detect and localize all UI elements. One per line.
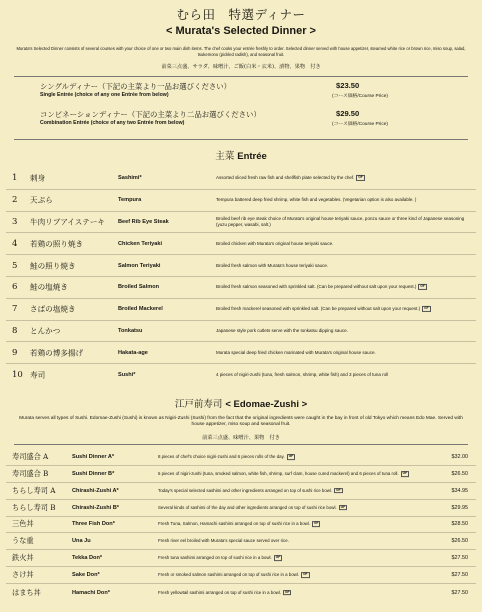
- entree-description-text: Tempura battered deep fried shrimp, white fish and vegetables. (Vegetarian option is also available. ): [216, 197, 417, 203]
- entree-description-text: Murata special deep fried chicken marinated with Murata's original house sauce.: [216, 349, 376, 355]
- sushi-name-jp: うな重: [12, 536, 34, 546]
- sushi-row: [6, 567, 476, 584]
- sushi-price: $26.50: [451, 538, 468, 545]
- sushi-name-jp: 三色丼: [12, 519, 34, 529]
- sushi-title-en: < Edomae-Zushi >: [225, 398, 308, 410]
- gluten-free-badge: GF: [314, 521, 319, 526]
- entree-description: [216, 263, 472, 269]
- entree-name-jp: 寿司: [30, 370, 46, 380]
- sushi-description-text: Fresh river eel broiled with Murata's special sauce served over rice.: [158, 538, 289, 544]
- sushi-description-text: Today's special selected sashimi and other ingredients arranged on top of sushi rice bowl.: [158, 487, 333, 493]
- divider: [14, 444, 468, 445]
- sushi-price: $27.50: [451, 572, 468, 579]
- sushi-section-title: [6, 396, 476, 410]
- entree-row: [6, 364, 476, 386]
- sushi-description: [158, 505, 418, 511]
- entree-description: [216, 328, 472, 334]
- dinner-name-en: Combination Entrée (choice of any two Entrée from below): [40, 120, 185, 126]
- entree-number: 8: [12, 325, 18, 336]
- entree-name-en: Broiled Mackerel: [118, 306, 163, 313]
- sushi-description-text: Fresh yellowtail sashimi arranged on top of sushi rice in a bowl.: [158, 589, 281, 595]
- entree-name-en: Beef Rib Eye Steak: [118, 218, 169, 225]
- sushi-description: [158, 488, 418, 494]
- sushi-name-en: Sushi Dinner B*: [72, 470, 115, 477]
- sushi-description-text: Fresh tuna sashimi arranged on top of sushi rice in a bowl.: [158, 555, 272, 561]
- menu-title-en: < Murata's Selected Dinner >: [166, 25, 316, 37]
- sushi-description: [158, 590, 418, 596]
- entree-description-text: Japanese style pork cutlets serve with the tonkatsu dipping sauce.: [216, 327, 348, 333]
- sushi-name-jp: さけ丼: [12, 570, 34, 580]
- entree-name-en: Sashimi*: [118, 175, 142, 182]
- sushi-name-en: Chirashi-Zushi B*: [72, 504, 119, 511]
- dinner-price: $23.50: [336, 81, 360, 90]
- entree-description: [216, 216, 472, 228]
- entree-name-jp: 若鶏の照り焼き: [30, 239, 84, 249]
- sushi-name-jp: はまち丼: [12, 587, 41, 597]
- sushi-row: [6, 533, 476, 550]
- entree-name-en: Tonkatsu: [118, 327, 143, 334]
- entree-number: 9: [12, 347, 18, 358]
- entree-name-en: Tempura: [118, 197, 142, 204]
- sushi-row: [6, 500, 476, 517]
- sushi-intro: Murata serves all types of Sushi. Edomae-Zushi (Sushi) is known as Nigiri-Zushi (Sushi) from the fact that the original ingredients were caught in the bay in front of old Tokyo which means Edo Mae. Served with house appetizer, miso soup and seasonal fruit.: [19, 415, 463, 427]
- gluten-free-badge: GF: [340, 504, 346, 509]
- sushi-name-en: Sake Don*: [72, 572, 100, 579]
- sushi-title-jp: 江戸前寿司: [174, 398, 223, 410]
- sushi-price: $27.50: [451, 555, 468, 562]
- dinner-name-jp: コンビネーションディナー（下記の主菜より二品お選びください）: [40, 110, 261, 119]
- sushi-row: [6, 584, 476, 601]
- entree-description: [216, 284, 472, 290]
- sushi-name-en: Tekka Don*: [72, 555, 103, 562]
- dinner-price: $29.50: [336, 109, 360, 118]
- gluten-free-badge: GF: [275, 555, 281, 560]
- gluten-free-badge: GF: [336, 487, 341, 492]
- entree-name-en: Sushi*: [118, 372, 136, 379]
- sushi-list: [6, 449, 476, 601]
- dinner-name-jp: シングルディナー（下記の主菜より一品お選びください）: [40, 82, 232, 91]
- sushi-description: [158, 522, 418, 528]
- sushi-price: $26.50: [451, 470, 468, 477]
- entree-description-text: Broiled fresh salmon with Murata's house teriyaki sauce.: [216, 262, 329, 268]
- entree-list: [6, 168, 476, 386]
- entree-name-en: Salmon Teriyaki: [118, 262, 161, 269]
- entree-description-text: Broiled fresh mackerel seasoned with sprinkled salt. (Can be prepared without salt upon your request.): [216, 306, 421, 312]
- entree-row: [6, 321, 476, 343]
- gluten-free-badge: GF: [285, 589, 290, 594]
- gluten-free-badge: GF: [424, 306, 429, 311]
- entree-name-jp: とんかつ: [30, 326, 61, 336]
- entree-description-text: 4 pieces of nigiri-zushi (tuna, fresh salmon, shrimp, white fish) and 3 pieces of tuna roll: [216, 372, 389, 378]
- sushi-description: [158, 555, 418, 561]
- sushi-row: [6, 483, 476, 500]
- menu-includes: 前菜三点盛、サラダ、味噌汁、ご飯(白米・玄米)、漬物、果物 付き: [161, 64, 321, 70]
- sushi-name-jp: 寿司盛合 A: [12, 451, 49, 461]
- entree-number: 1: [12, 173, 18, 184]
- sushi-name-en: Three Fish Don*: [72, 521, 115, 528]
- sushi-price: $34.95: [451, 487, 468, 494]
- sushi-row: [6, 517, 476, 534]
- sushi-price: $28.50: [451, 521, 468, 528]
- entree-description: [216, 306, 472, 312]
- sushi-description-text: Several kinds of sashimi of the day and other ingredients arranged on top of sushi rice bowl.: [158, 504, 337, 510]
- entree-name-en: Broiled Salmon: [118, 284, 160, 291]
- entree-name-jp: さばの塩焼き: [30, 304, 76, 314]
- entree-row: [6, 277, 476, 299]
- menu-intro: Murata's Selected Dinner consists of several courses with your choice of one or two main dish items. The chef cooks your entrée freshly to order. Selected dinner served with house appetizer, steamed white rice or brown rice, miso soup, salad, tsukemono (pickled radish), and seasonal fruit.: [16, 46, 466, 57]
- sushi-row: [6, 550, 476, 567]
- entree-row: [6, 212, 476, 234]
- sushi-description: [158, 454, 418, 460]
- dinner-price-note: (コース価格/Course Price): [332, 94, 388, 99]
- entree-row: [6, 233, 476, 255]
- entree-row: [6, 342, 476, 364]
- sushi-description: [158, 539, 418, 545]
- dinner-option-single: [6, 81, 476, 105]
- entree-name-jp: 若鶏の博多揚げ: [30, 348, 84, 358]
- sushi-name-en: Una Ju: [72, 538, 91, 545]
- sushi-name-en: Sushi Dinner A*: [72, 453, 115, 460]
- entree-description: [216, 350, 472, 356]
- sushi-price: $29.95: [451, 504, 468, 511]
- entree-title-jp: 主菜: [215, 151, 235, 162]
- gluten-free-badge: GF: [420, 284, 425, 289]
- menu-title-jp: むら田 特選ディナー: [176, 7, 306, 22]
- entree-number: 5: [12, 260, 18, 271]
- sushi-description-text: 8 pieces of chef's choice nigiri-zushi and 6 pieces rolls of the day.: [158, 454, 285, 460]
- entree-name-jp: 牛肉リブアイステーキ: [30, 217, 106, 227]
- entree-name-jp: 天ぷら: [30, 195, 53, 205]
- gluten-free-badge: GF: [303, 572, 308, 577]
- sushi-price: $32.00: [451, 453, 468, 460]
- gluten-free-badge: GF: [358, 175, 363, 180]
- entree-title-en: Entrée: [237, 151, 267, 162]
- sushi-name-jp: ちらし寿司 B: [12, 502, 56, 512]
- entree-description-text: Assorted sliced fresh raw fish and shellfish plate selected by the chef.: [216, 175, 355, 181]
- sushi-description: [158, 572, 418, 578]
- divider: [14, 139, 468, 140]
- sushi-row: [6, 449, 476, 466]
- gluten-free-badge: GF: [288, 454, 294, 459]
- entree-row: [6, 190, 476, 212]
- entree-number: 7: [12, 304, 18, 315]
- entree-name-en: Chicken Teriyaki: [118, 240, 163, 247]
- sushi-name-jp: 鉄火丼: [12, 553, 34, 563]
- entree-row: [6, 299, 476, 321]
- divider: [14, 76, 468, 77]
- sushi-includes: 前菜三点盛、味噌汁、果物 付き: [202, 434, 280, 441]
- sushi-description: [158, 471, 418, 477]
- sushi-name-en: Chirashi-Zushi A*: [72, 487, 119, 494]
- sushi-name-jp: ちらし寿司 A: [12, 485, 56, 495]
- entree-number: 6: [12, 282, 18, 293]
- sushi-price: $27.50: [451, 589, 468, 596]
- sushi-description-text: Fresh Tuna, Salmon, Hamachi sashimi arranged on top of sushi rice in a bowl.: [158, 521, 311, 527]
- entree-number: 4: [12, 238, 18, 249]
- sushi-row: [6, 466, 476, 483]
- dinner-option-combination: [6, 109, 476, 133]
- entree-row: [6, 255, 476, 277]
- entree-description: [216, 241, 472, 247]
- dinner-price-note: (コース価格/Course Price): [332, 122, 388, 127]
- entree-name-jp: 鮭の塩焼き: [30, 282, 68, 292]
- entree-name-en: Hakata-age: [118, 349, 148, 356]
- entree-section-title: [6, 148, 476, 162]
- entree-row: [6, 168, 476, 190]
- sushi-description-text: Fresh or smoked salmon sashimi arranged on top of sushi rice in a bowl.: [158, 572, 300, 578]
- entree-description-text: Broiled fresh salmon seasoned with sprinkled salt. (Can be prepared without salt upon your request.): [216, 284, 417, 290]
- entree-number: 10: [12, 370, 23, 381]
- entree-description: [216, 175, 472, 181]
- dinner-name-en: Single Entrée (choice of any one Entrée from below): [40, 92, 169, 98]
- gluten-free-badge: GF: [402, 470, 408, 475]
- sushi-name-en: Hamachi Don*: [72, 589, 110, 596]
- sushi-name-jp: 寿司盛合 B: [12, 468, 49, 478]
- entree-description-text: Broiled chicken with Murata's original house teriyaki sauce.: [216, 240, 334, 246]
- entree-name-jp: 刺身: [30, 173, 46, 183]
- entree-description: [216, 372, 472, 378]
- entree-number: 3: [12, 216, 18, 227]
- dinner-options: [6, 81, 476, 133]
- entree-description-text: Broiled beef rib eye steak choice of Murata's original house teriyaki sauce, ponzu sauce or three kind of Japanese seasoning (yuzu pepper, wasabi, salt.): [216, 215, 465, 227]
- entree-description: [216, 197, 472, 203]
- entree-number: 2: [12, 195, 18, 206]
- entree-name-jp: 鮭の照り焼き: [30, 261, 76, 271]
- sushi-description-text: 6 pieces of nigiri-zushi (tuna, smoked salmon, white fish, shrimp, surf clam, house cured mackerel) and 6 pieces of tuna roll.: [158, 470, 399, 476]
